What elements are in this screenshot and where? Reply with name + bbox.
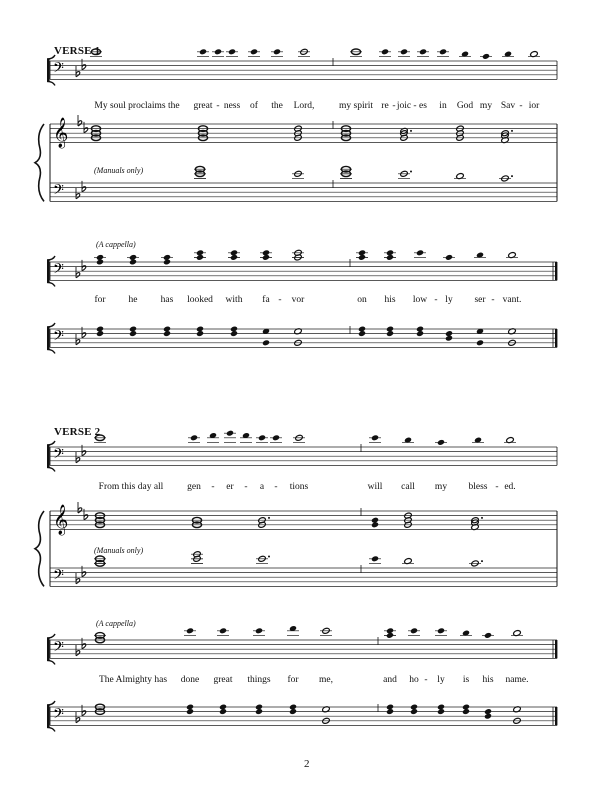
black-note — [437, 627, 445, 634]
lyric-syllable: my spirit — [338, 101, 374, 111]
system-bracket — [47, 705, 50, 727]
lyric-syllable: for — [94, 295, 106, 305]
black-note — [386, 254, 394, 261]
system-bracket — [47, 260, 50, 282]
augmentation-dot — [410, 171, 412, 173]
flat-sign — [76, 72, 80, 77]
system-bracket — [47, 349, 55, 353]
verse-2-title: VERSE 2 — [54, 426, 101, 438]
lyric-syllable: his — [384, 295, 396, 305]
lyric-syllable: great — [213, 675, 233, 685]
lyric-syllable: ed. — [504, 482, 516, 492]
lyric-syllable: of — [250, 101, 258, 111]
manuals-only-note: (Manuals only) — [94, 546, 144, 555]
lyric-syllable: vant. — [502, 295, 522, 305]
flat-sign — [76, 718, 80, 723]
bass-clef-icon: 𝄢 — [53, 639, 64, 659]
system-bracket — [47, 634, 55, 638]
black-note — [129, 330, 137, 337]
flat-sign — [76, 194, 80, 199]
lyric-syllable: bless — [468, 482, 488, 492]
lyric-syllable: My soul proclaims the — [94, 101, 180, 111]
lyric-syllable: is — [462, 675, 470, 685]
system-bracket — [47, 59, 50, 81]
lyric-syllable: great — [193, 101, 213, 111]
black-note — [482, 53, 490, 60]
black-note — [230, 254, 238, 261]
black-note — [484, 632, 492, 639]
lyric-syllable: gen — [187, 482, 201, 492]
lyric-syllable: the — [271, 101, 283, 111]
black-note — [386, 708, 394, 715]
flat-sign — [76, 579, 80, 584]
bass-clef-icon: 𝄢 — [53, 261, 64, 281]
black-note — [358, 330, 366, 337]
black-note — [386, 330, 394, 337]
flat-sign — [76, 651, 80, 656]
black-note — [196, 330, 204, 337]
bass-clef-icon: 𝄢 — [53, 706, 64, 726]
system-bracket — [47, 727, 55, 731]
a-cappella-note: (A cappella) — [96, 619, 136, 628]
lyric-syllable: name. — [505, 675, 529, 685]
lyric-syllable: joic — [396, 101, 412, 111]
system-bracket — [47, 701, 55, 705]
black-note — [186, 627, 194, 634]
black-note — [439, 48, 447, 55]
black-note — [371, 517, 379, 524]
black-note — [255, 708, 263, 715]
black-note — [258, 434, 266, 441]
black-note — [250, 48, 258, 55]
lyric-syllable: on — [357, 295, 367, 305]
lyric-syllable: ness — [223, 101, 241, 111]
black-note — [484, 713, 492, 720]
a-cappella-note: (A cappella) — [96, 240, 136, 249]
flat-sign — [76, 273, 80, 278]
black-note — [410, 708, 418, 715]
black-note — [358, 254, 366, 261]
lyric-syllable: my — [479, 101, 493, 111]
black-note — [226, 430, 234, 437]
lyric-syllable: he — [128, 295, 138, 305]
black-note — [289, 708, 297, 715]
black-note — [163, 330, 171, 337]
bass-clef-icon: 𝄢 — [53, 60, 64, 80]
bass-clef-icon: 𝄢 — [53, 567, 64, 587]
system-bracket — [47, 327, 50, 349]
flat-sign — [76, 458, 80, 463]
black-note — [262, 254, 270, 261]
lyric-syllable: with — [225, 295, 243, 305]
lyric-syllable: - — [216, 101, 220, 111]
page-number: 2 — [304, 758, 310, 770]
lyric-syllable: From this day all — [98, 482, 164, 492]
black-note — [214, 48, 222, 55]
augmentation-dot — [511, 175, 513, 177]
lyric-syllable: and — [383, 675, 397, 685]
lyric-syllable: has — [160, 295, 174, 305]
lyric-syllable: vor — [291, 295, 305, 305]
black-note — [228, 48, 236, 55]
lyric-syllable: will — [367, 482, 383, 492]
black-note — [190, 434, 198, 441]
black-note — [445, 335, 453, 342]
system-bracket — [47, 638, 50, 660]
lyric-syllable: ior — [528, 101, 540, 111]
lyric-syllable: Lord, — [293, 101, 315, 111]
lyric-syllable: er — [226, 482, 234, 492]
system-bracket — [47, 282, 55, 286]
black-note — [262, 339, 270, 346]
lyric-syllable: low — [412, 295, 428, 305]
lyric-syllable: call — [401, 482, 415, 492]
black-note — [129, 259, 137, 266]
system-bracket — [47, 445, 50, 467]
flat-sign — [76, 340, 80, 345]
lyric-syllable: The Almighty has — [98, 675, 168, 685]
lyric-syllable: es — [419, 101, 427, 111]
black-note — [219, 708, 227, 715]
black-note — [416, 330, 424, 337]
treble-clef-icon: 𝄞 — [53, 505, 69, 535]
black-note — [416, 249, 424, 256]
augmentation-dot — [481, 560, 483, 562]
augmentation-dot — [511, 130, 513, 132]
lyric-syllable: looked — [187, 295, 213, 305]
final-barline — [555, 262, 557, 280]
lyric-syllable: me, — [319, 675, 333, 685]
piano-brace — [35, 124, 44, 201]
lyric-syllable: in — [439, 101, 447, 111]
black-note — [371, 555, 379, 562]
lyric-syllable: fa — [262, 295, 270, 305]
lyric-syllable: - — [424, 675, 428, 685]
lyric-syllable: - — [278, 295, 282, 305]
black-note — [219, 627, 227, 634]
system-bracket — [47, 323, 55, 327]
black-note — [462, 708, 470, 715]
lyric-syllable: done — [180, 675, 200, 685]
black-note — [186, 708, 194, 715]
lyric-syllable: tions — [289, 482, 309, 492]
lyric-syllable: - — [392, 101, 396, 111]
lyric-syllable: - — [495, 482, 499, 492]
black-note — [163, 259, 171, 266]
verse-1-title: VERSE 1 — [54, 45, 101, 57]
black-note — [437, 708, 445, 715]
lyric-syllable: - — [491, 295, 495, 305]
lyric-syllable: ser — [474, 295, 486, 305]
black-note — [196, 254, 204, 261]
lyric-syllable: - — [274, 482, 278, 492]
black-note — [410, 627, 418, 634]
treble-clef-icon: 𝄞 — [53, 118, 69, 148]
black-note — [381, 48, 389, 55]
lyric-syllable: for — [287, 675, 299, 685]
lyric-syllable: - — [211, 482, 215, 492]
lyric-syllable: - — [434, 295, 438, 305]
system-bracket — [47, 81, 55, 85]
black-note — [400, 48, 408, 55]
bass-clef-icon: 𝄢 — [53, 328, 64, 348]
augmentation-dot — [481, 517, 483, 519]
manuals-only-note: (Manuals only) — [94, 166, 144, 175]
lyric-syllable: - — [519, 101, 523, 111]
system-bracket — [47, 467, 55, 471]
black-note — [255, 627, 263, 634]
black-note — [476, 339, 484, 346]
lyric-syllable: - — [244, 482, 248, 492]
augmentation-dot — [268, 556, 270, 558]
augmentation-dot — [410, 130, 412, 132]
system-bracket — [47, 55, 55, 59]
black-note — [371, 434, 379, 441]
black-note — [273, 48, 281, 55]
flat-sign — [78, 508, 82, 513]
lyric-syllable: ly — [437, 675, 445, 685]
final-barline — [555, 329, 557, 347]
lyric-syllable: Sav — [500, 101, 516, 111]
augmentation-dot — [268, 517, 270, 519]
lyric-syllable: - — [413, 101, 417, 111]
piano-brace — [35, 511, 44, 586]
black-note — [445, 254, 453, 261]
lyric-syllable: God — [456, 101, 474, 111]
black-note — [437, 439, 445, 446]
flat-sign — [78, 121, 82, 126]
black-note — [386, 632, 394, 639]
black-note — [272, 434, 280, 441]
lyric-syllable: his — [482, 675, 494, 685]
lyric-syllable: re — [381, 101, 389, 111]
system-bracket — [47, 660, 55, 664]
lyric-syllable: my — [434, 482, 448, 492]
system-bracket — [47, 441, 55, 445]
black-note — [199, 48, 207, 55]
system-bracket — [47, 256, 55, 260]
black-note — [96, 330, 104, 337]
black-note — [230, 330, 238, 337]
final-barline — [555, 707, 557, 725]
black-note — [419, 48, 427, 55]
bass-clef-icon: 𝄢 — [53, 182, 64, 202]
lyric-syllable: ly — [445, 295, 453, 305]
bass-clef-icon: 𝄢 — [53, 446, 64, 466]
lyric-syllable: ho — [409, 675, 419, 685]
final-barline — [555, 640, 557, 658]
lyric-syllable: things — [247, 675, 271, 685]
lyric-syllable: a — [259, 482, 265, 492]
black-note — [96, 259, 104, 266]
